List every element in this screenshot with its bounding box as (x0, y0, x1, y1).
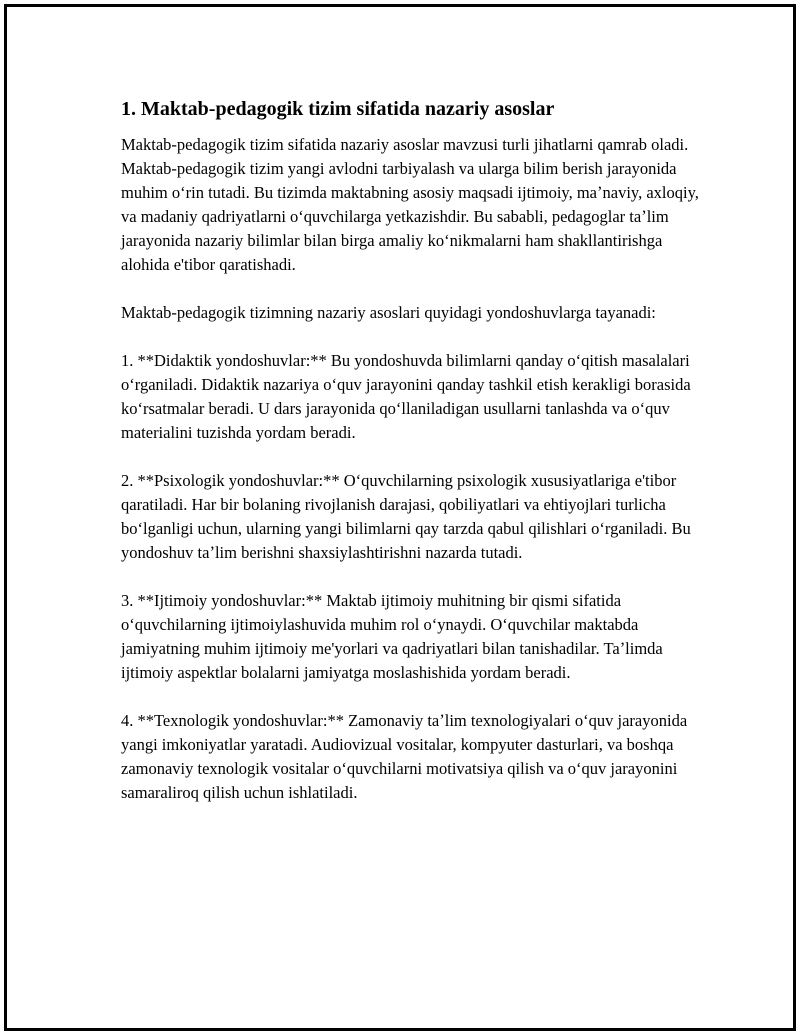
paragraph-intro: Maktab-pedagogik tizim sifatida nazariy asoslar mavzusi turli jihatlarni qamrab oladi. Maktab-pedagogik tizim yangi avlodni tarbiyalash va ularga bilim berish jarayonida muhim oʻrin tutadi. Bu tizimda maktabning asosiy maqsadi ijtimoiy, maʼnaviy, axloqiy, va madaniy qadriyatlarni oʻquvchilarga yetkazishdir. Bu sababli, pedagoglar taʼlim jarayonida nazariy bilimlar bilan birga amaliy koʻnikmalarni ham shakllantirishga alohida e'tibor qaratishadi. (121, 135, 699, 274)
paragraph-social: 3. **Ijtimoiy yondoshuvlar:** Maktab ijtimoiy muhitning bir qismi sifatida oʻquvchilarning ijtimoiylashuvida muhim rol oʻynaydi. Oʻquvchilar maktabda jamiyatning muhim ijtimoiy me'yorlari va qadriyatlari bilan tanishadilar. Taʼlimda ijtimoiy aspektlar bolalarni jamiyatga moslashishida yordam beradi. (121, 591, 663, 682)
document-body (121, 97, 706, 829)
paragraph-psychological: 2. **Psixologik yondoshuvlar:** Oʻquvchilarning psixologik xususiyatlariga e'tibor qaratiladi. Har bir bolaning rivojlanish darajasi, qobiliyatlari va ehtiyojlari turlicha boʻlganligi uchun, ularning yangi bilimlarni qay tarzda qabul qilishlari oʻrganiladi. Bu yondoshuv taʼlim berishni shaxsiylashtirishni nazarda tutadi. (121, 471, 691, 562)
paragraph-technological: 4. **Texnologik yondoshuvlar:** Zamonaviy taʼlim texnologiyalari oʻquv jarayonida yangi imkoniyatlar yaratadi. Audiovizual vositalar, kompyuter dasturlari, va boshqa zamonaviy texnologik vositalar oʻquvchilarni motivatsiya qilish va oʻquv jarayonini samaraliroq qilish uchun ishlatiladi. (121, 711, 688, 802)
document-page (4, 4, 796, 1031)
page-title: 1. Maktab-pedagogik tizim sifatida nazariy asoslar (121, 98, 555, 120)
paragraph-approaches-lead: Maktab-pedagogik tizimning nazariy asoslari quyidagi yondoshuvlarga tayanadi: (121, 303, 656, 322)
paragraph-didactic: 1. **Didaktik yondoshuvlar:** Bu yondoshuvda bilimlarni qanday oʻqitish masalalari oʻrganiladi. Didaktik nazariya oʻquv jarayonini qanday tashkil etish kerakligi borasida koʻrsatmalar beradi. U dars jarayonida qoʻllaniladigan usullarni tanlashda va oʻquv materialini tuzishda yordam beradi. (121, 351, 691, 442)
